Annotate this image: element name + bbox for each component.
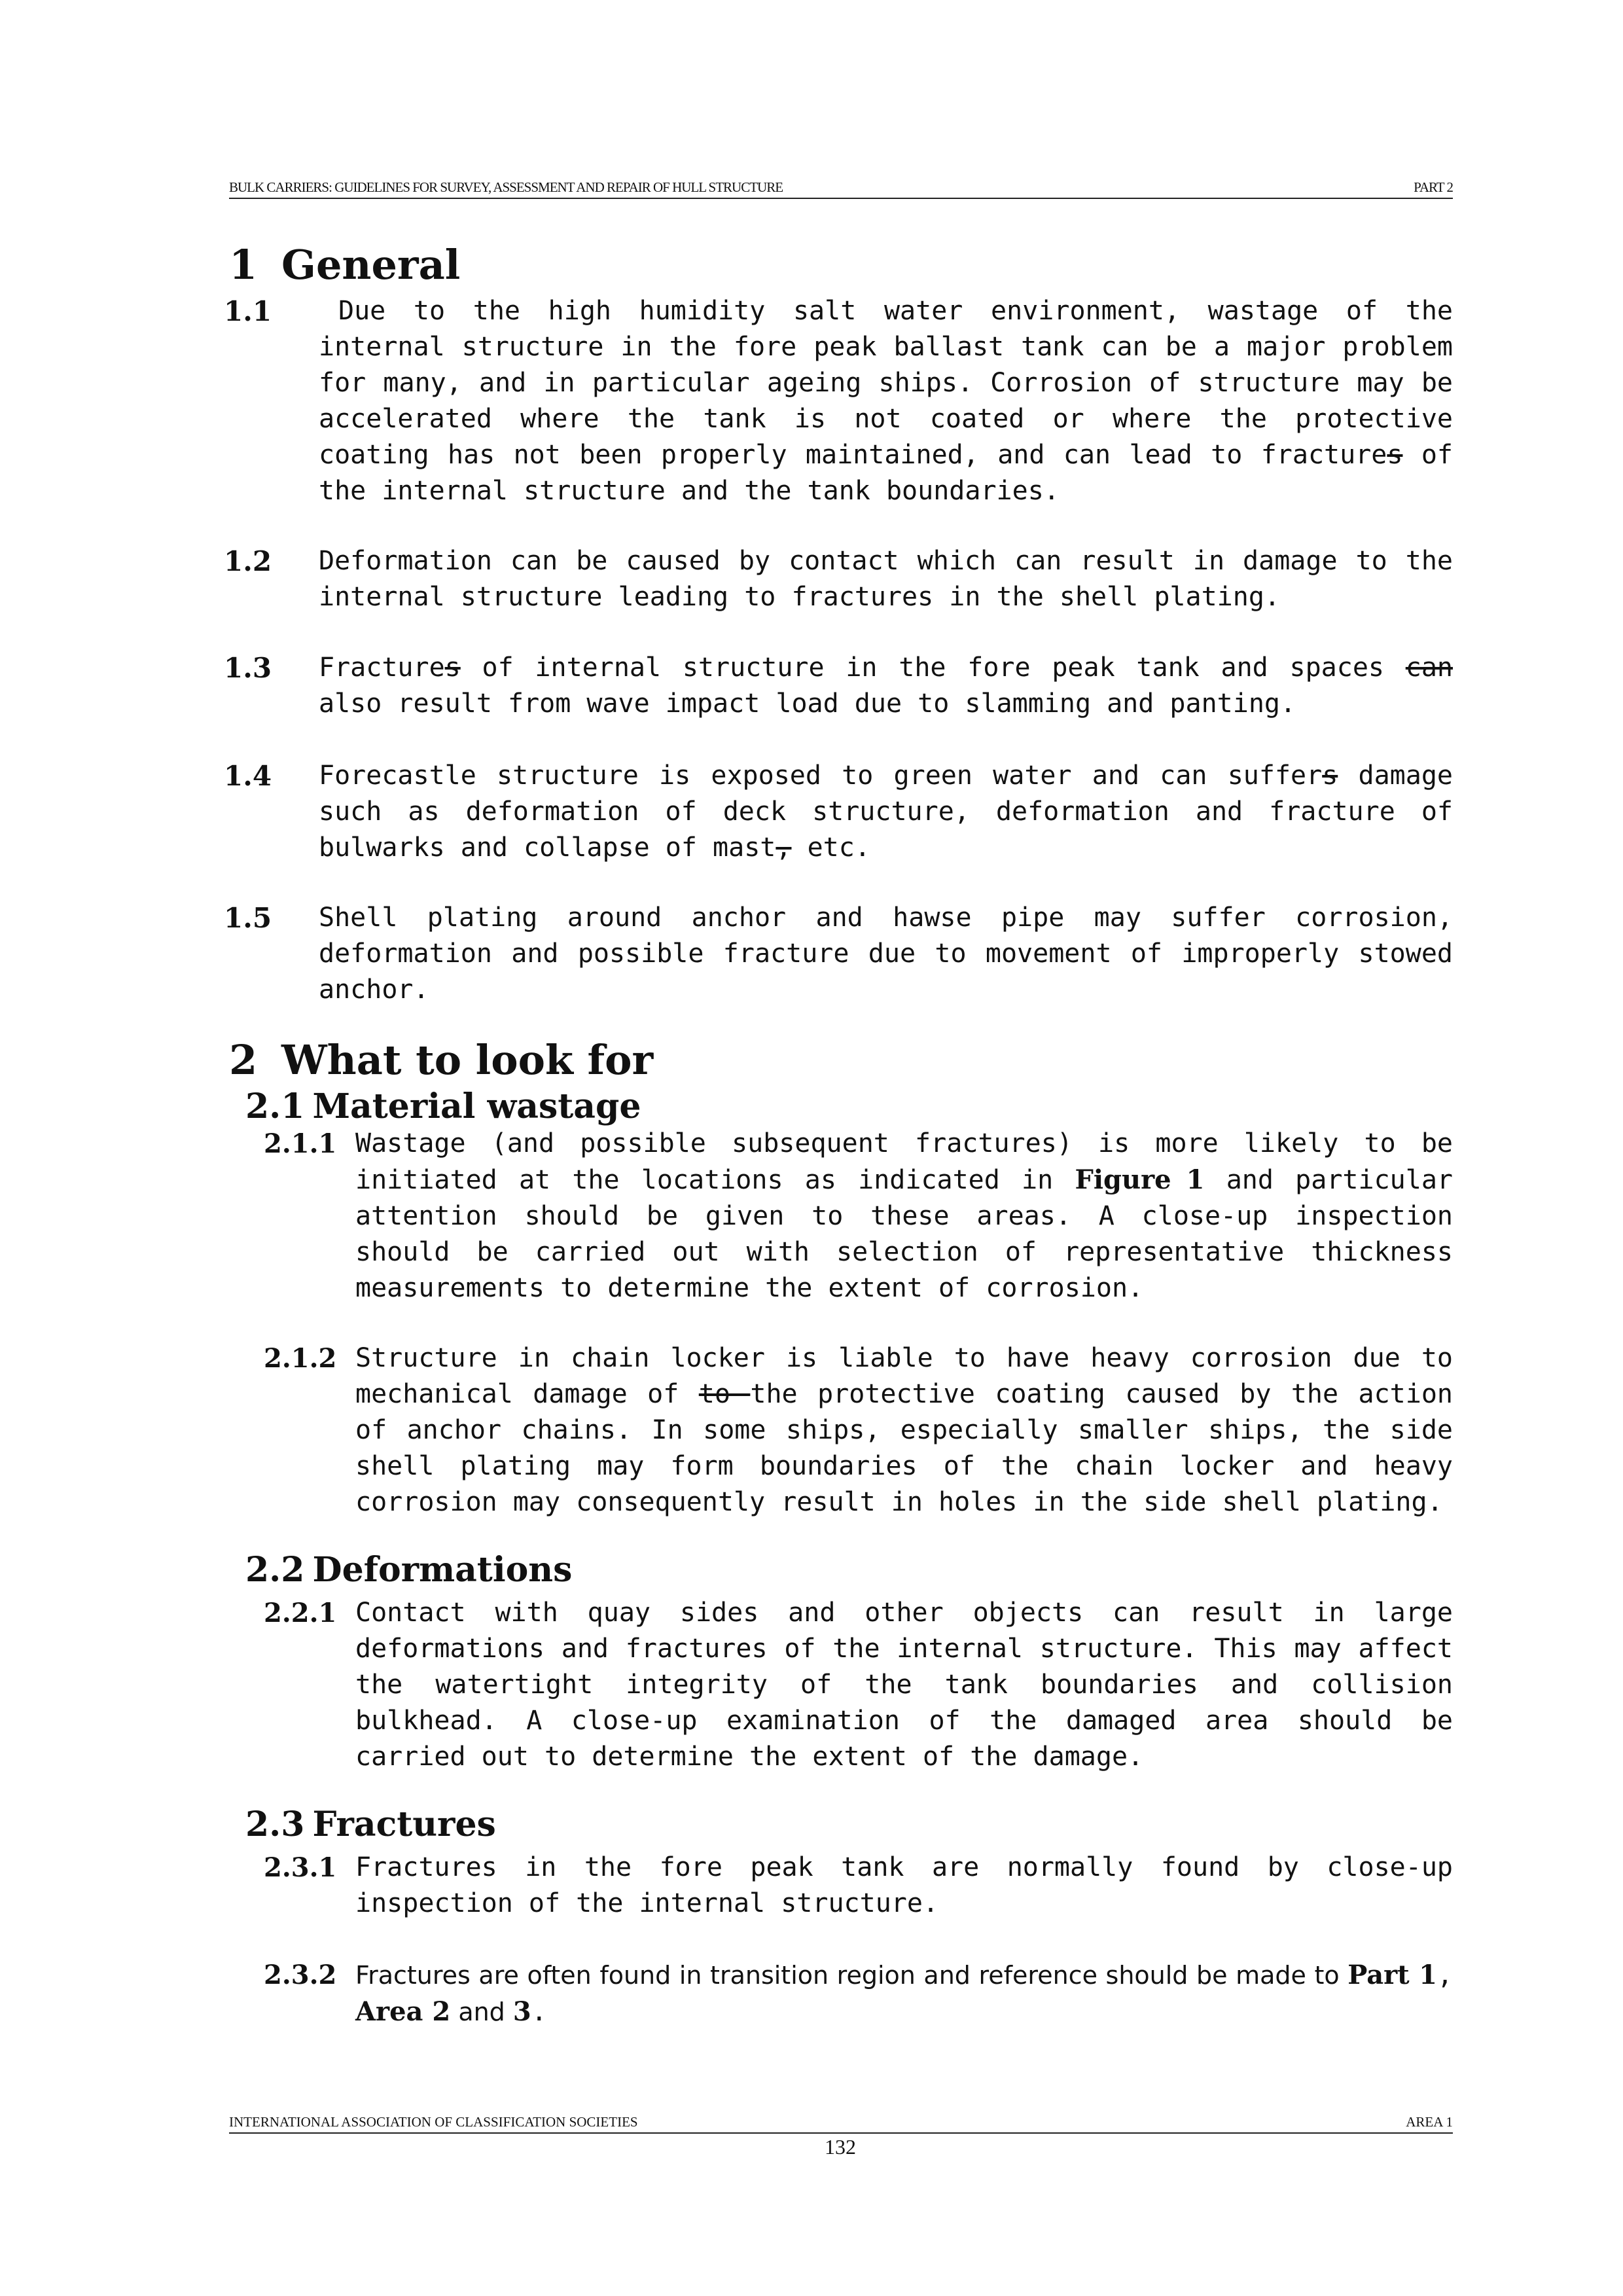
subsection-heading-2-2: 2.2 Deformations bbox=[245, 1550, 573, 1590]
footer-area: AREA 1 bbox=[1406, 2114, 1453, 2130]
struck-text: to bbox=[698, 1379, 751, 1409]
part-reference: Part 1 bbox=[1347, 1960, 1437, 1990]
subsection-heading-2-3: 2.3 Fractures bbox=[245, 1804, 496, 1844]
paragraph-2-2-1: 2.2.1 Contact with quay sides and other objects can result in large deformations and fractures of the internal structure. This may affect the watertight integrity of the tank boundaries and collision bulkhead. A close-up examination of the damaged area should be carried out to determine the extent of the damage. bbox=[264, 1598, 1453, 1772]
paragraph-2-3-1: 2.3.1 Fractures in the fore peak tank are normally found by close-up inspection of the internal structure. bbox=[264, 1852, 1453, 1918]
header-part: PART 2 bbox=[1414, 179, 1453, 195]
subsection-heading-2-1: 2.1 Material wastage bbox=[245, 1086, 641, 1126]
struck-text: can bbox=[1405, 653, 1453, 683]
area-reference: Area 2 bbox=[355, 1996, 451, 2027]
area-reference: 3 bbox=[512, 1996, 531, 2027]
paragraph-number: 1.1 bbox=[224, 295, 272, 327]
footer-org: INTERNATIONAL ASSOCIATION OF CLASSIFICATION SOCIETIES bbox=[229, 2114, 638, 2130]
running-header bbox=[229, 178, 1453, 199]
paragraph-2-1-2: 2.1.2 Structure in chain locker is liable to have heavy corrosion due to mechanical damage of to the protective coating caused by the action of anchor chains. In some ships, especially smaller ships, the side shell plating may form boundaries of the chain locker and heavy corrosion may consequently result in holes in the side shell plating. bbox=[264, 1343, 1454, 1517]
paragraph-2-1-1: 2.1.1 Wastage (and possible subsequent fractures) is more likely to be initiated at the locations as indicated in Figure 1 and particular attention should be given to these areas. A close-up inspection should be carried out with selection of representative thickness measurements to determine the extent of corrosion. bbox=[264, 1128, 1453, 1303]
paragraph-1-3: 1.3 Fractures of internal structure in the fore peak tank and spaces can also result from wave impact load due to slamming and panting. bbox=[224, 652, 1453, 719]
struck-text: s bbox=[1322, 761, 1338, 791]
paragraph-1-5: 1.5 Shell plating around anchor and hawse pipe may suffer corrosion, deformation and possible fracture due to movement of improperly stowed anchor. bbox=[224, 902, 1453, 1005]
section-heading-2: 2 What to look for bbox=[229, 1036, 654, 1084]
paragraph-1-2: 1.2 Deformation can be caused by contact which can result in damage to the internal structure leading to fractures in the shell plating. bbox=[224, 545, 1453, 612]
page-number: 132 bbox=[825, 2135, 856, 2159]
struck-text: s bbox=[1387, 440, 1403, 470]
paragraph-2-3-2: 2.3.2 Fractures are often found in transition region and reference should be made to Part 1, Area 2 and 3. bbox=[264, 1960, 1454, 2027]
paragraph-1-1: 1.1 Due to the high humidity salt water environment, wastage of the internal structure in the fore peak ballast tank can be a major problem for many, and in particular ageing ships. Corrosion of structure may be accelerated where the tank is not coated or where the protective coating has not been properly maintained, and can lead to fractures of the internal structure and the tank boundaries. bbox=[319, 293, 1453, 509]
struck-text: s bbox=[444, 653, 461, 683]
paragraph-1-4: 1.4 Forecastle structure is exposed to green water and can suffers damage such as deformation of deck structure, deformation and fracture of bulwarks and collapse of mast, etc. bbox=[224, 760, 1453, 863]
section-heading-1: 1 General bbox=[229, 241, 461, 289]
running-footer bbox=[229, 2113, 1453, 2134]
figure-reference: Figure 1 bbox=[1075, 1164, 1205, 1195]
header-title: BULK CARRIERS: GUIDELINES FOR SURVEY, ASSESSMENT AND REPAIR OF HULL STRUCTURE bbox=[229, 179, 783, 195]
struck-text: , bbox=[776, 833, 792, 863]
